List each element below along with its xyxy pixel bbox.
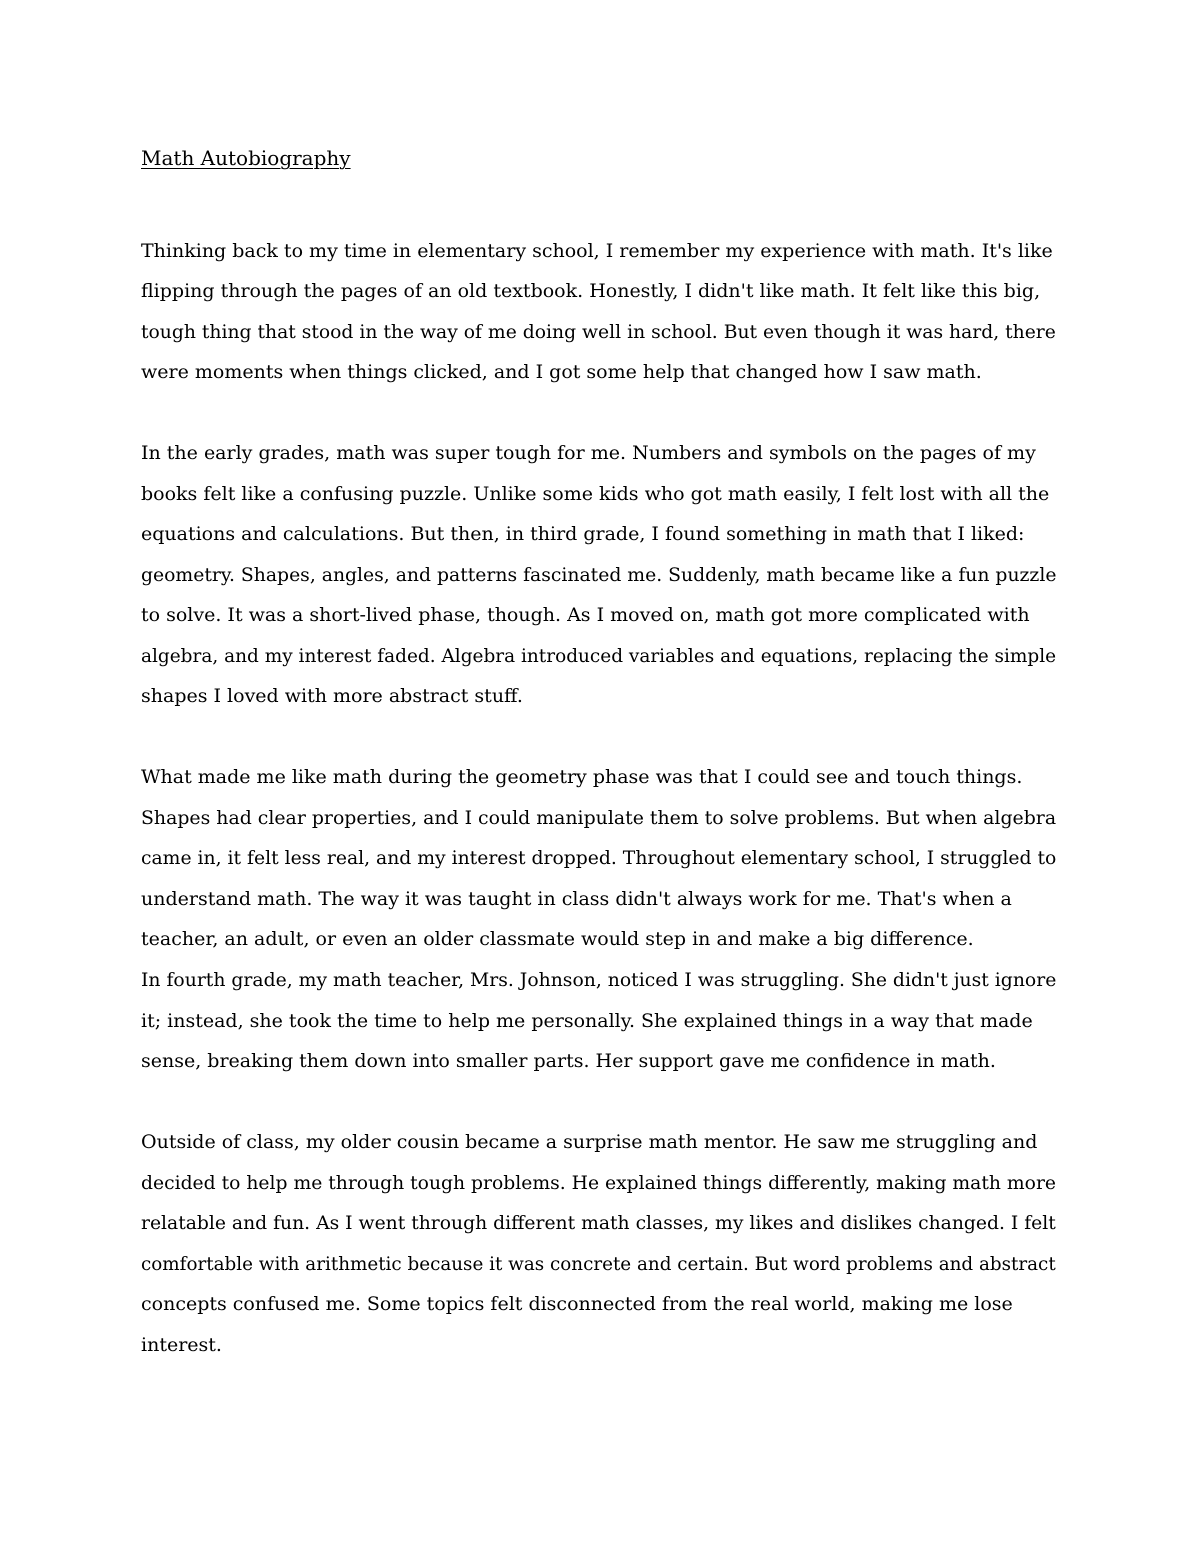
text-line: equations and calculations. But then, in third grade, I found something in math that I liked: [141, 523, 1025, 545]
text-line: relatable and fun. As I went through different math classes, my likes and dislikes changed. I felt [141, 1212, 1056, 1234]
text-line: understand math. The way it was taught in class didn't always work for me. That's when a [141, 888, 1012, 910]
text-line: shapes I loved with more abstract stuff. [141, 685, 523, 707]
text-line: In the early grades, math was super tough for me. Numbers and symbols on the pages of my [141, 442, 1036, 464]
text-line: algebra, and my interest faded. Algebra introduced variables and equations, replacing the simple [141, 645, 1057, 667]
text-line: books felt like a confusing puzzle. Unlike some kids who got math easily, I felt lost with all the [141, 483, 1050, 505]
text-line: In fourth grade, my math teacher, Mrs. Johnson, noticed I was struggling. She didn't just ignore [141, 969, 1057, 991]
text-line: interest. [141, 1334, 222, 1356]
text-line: Shapes had clear properties, and I could manipulate them to solve problems. But when algebra [141, 807, 1057, 829]
text-line: to solve. It was a short-lived phase, though. As I moved on, math got more complicated with [141, 604, 1030, 626]
text-line: it; instead, she took the time to help me personally. She explained things in a way that made [141, 1010, 1033, 1032]
text-line: What made me like math during the geometry phase was that I could see and touch things. [141, 766, 1023, 788]
text-line: geometry. Shapes, angles, and patterns fascinated me. Suddenly, math became like a fun puzzle [141, 564, 1057, 586]
text-line: tough thing that stood in the way of me doing well in school. But even though it was hard, there [141, 321, 1056, 343]
text-line: teacher, an adult, or even an older classmate would step in and make a big difference. [141, 928, 974, 950]
text-line: came in, it felt less real, and my interest dropped. Throughout elementary school, I struggled to [141, 847, 1057, 869]
text-line: decided to help me through tough problems. He explained things differently, making math more [141, 1172, 1056, 1194]
text-line: comfortable with arithmetic because it was concrete and certain. But word problems and abstract [141, 1253, 1056, 1275]
text-line: were moments when things clicked, and I got some help that changed how I saw math. [141, 361, 982, 383]
text-line: Outside of class, my older cousin became a surprise math mentor. He saw me struggling and [141, 1131, 1038, 1153]
document-title: Math Autobiography [141, 146, 351, 170]
text-line: concepts confused me. Some topics felt disconnected from the real world, making me lose [141, 1293, 1013, 1315]
text-line: sense, breaking them down into smaller parts. Her support gave me confidence in math. [141, 1050, 996, 1072]
text-line: flipping through the pages of an old textbook. Honestly, I didn't like math. It felt like this big, [141, 280, 1041, 302]
text-line: Thinking back to my time in elementary school, I remember my experience with math. It's like [141, 240, 1053, 262]
